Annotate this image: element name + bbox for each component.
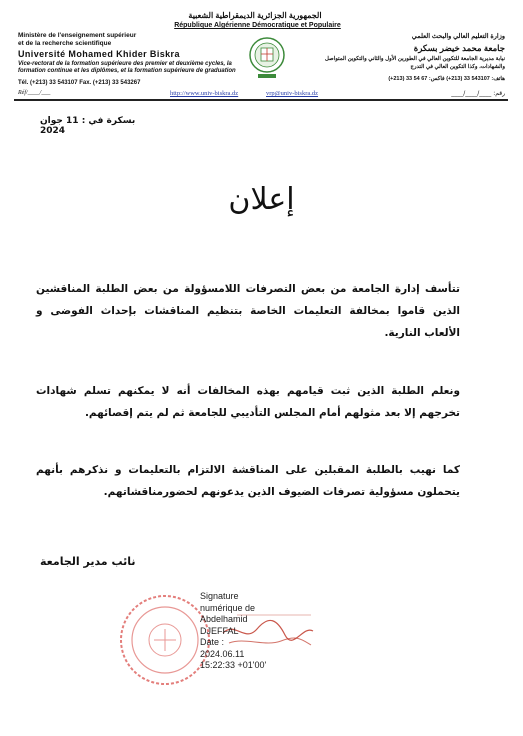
digital-signature [200, 591, 320, 672]
university-logo [248, 34, 286, 80]
university-arabic: جامعة محمد خيضر بسكرة [413, 43, 505, 53]
phone-fax-arabic: هاتف: 543107 33 (213+) فاكس: 67 54 33 (213+) [388, 76, 505, 82]
university-french: Université Mohamed Khider Biskra [18, 49, 180, 59]
paragraph-2: ونعلم الطلبة الذين ثبت قيامهم بهذه المخالفات أنه لا يمكنهم تسلم شهادات تخرجهم إلا بعد مثولهم أمام المجلس التأديبي للجامعة ثم لم يتم إقصائهم. [36, 385, 460, 419]
signature-line-7: 15:22:33 +01'00' [200, 660, 267, 670]
vice-rectorat-french: Vice-rectorat de la formation supérieure des premier et deuxième cycles, la formation continue et les diplômes, et la formation supérieure de graduation [18, 61, 236, 74]
reference-french: Réf/____/___ [18, 90, 51, 96]
phone-fax-french: Tél. (+213) 33 543107 Fax. (+213) 33 543267 [18, 80, 141, 86]
signature-line-3: Abdelhamid [200, 614, 248, 624]
ministry-arabic: وزارة التعليم العالي والبحث العلمي [411, 33, 505, 40]
vice-rectorat-arabic: نيابة مديرية الجامعة للتكوين العالي في الطورين الأول والثاني والتكوين المتواصل والشهادات، وكذا التكوين العالي في التدرج [324, 56, 505, 70]
signature-line-5: Date : [200, 637, 225, 647]
paragraph-3: كما نهيب بالطلبة المقبلين على المناقشة الالتزام بالتعليمات و نذكرهم بأنهم يتحملون مسؤولية تصرفات الضيوف الذين يدعونهم لحضورمناقشاتهم. [36, 464, 460, 498]
signature-line-2: numérique de [200, 602, 256, 613]
header-divider [14, 99, 508, 101]
signature-line-6: 2024.06.11 [200, 648, 245, 659]
ministry-french-1: Ministère de l'enseignement supérieur [18, 32, 137, 39]
paragraph-1: تتأسف إدارة الجامعة من بعض التصرفات اللامسؤولة من بعض الطلبة المناقشين الذين قاموا بمخالفة التعليمات الخاصة بتنظيم المناقشات بإحداث الفوضى و الألعاب النارية. [36, 283, 460, 339]
signature-line-1: Signature [200, 591, 239, 601]
republic-arabic: الجمهورية الجزائرية الديمقراطية الشعبية [188, 11, 322, 20]
date-line: بسكرة في : 11 جوان 2024 [40, 116, 136, 136]
signature-line-4: DJEFFAL [200, 625, 239, 636]
announcement-title: إعلان [228, 182, 295, 217]
reference-arabic: رقم: ____/____/____ [451, 90, 505, 97]
email-link[interactable]: vrp@univ-biskra.dz [266, 90, 319, 97]
republic-french: République Algérienne Démocratique et Populaire [174, 22, 341, 29]
website-link[interactable]: http://www.univ-biskra.dz [170, 90, 239, 97]
university-stamp [118, 593, 212, 687]
signatory-title: نائب مدير الجامعة [40, 555, 136, 568]
ministry-french-2: et de la recherche scientifique [18, 40, 112, 47]
